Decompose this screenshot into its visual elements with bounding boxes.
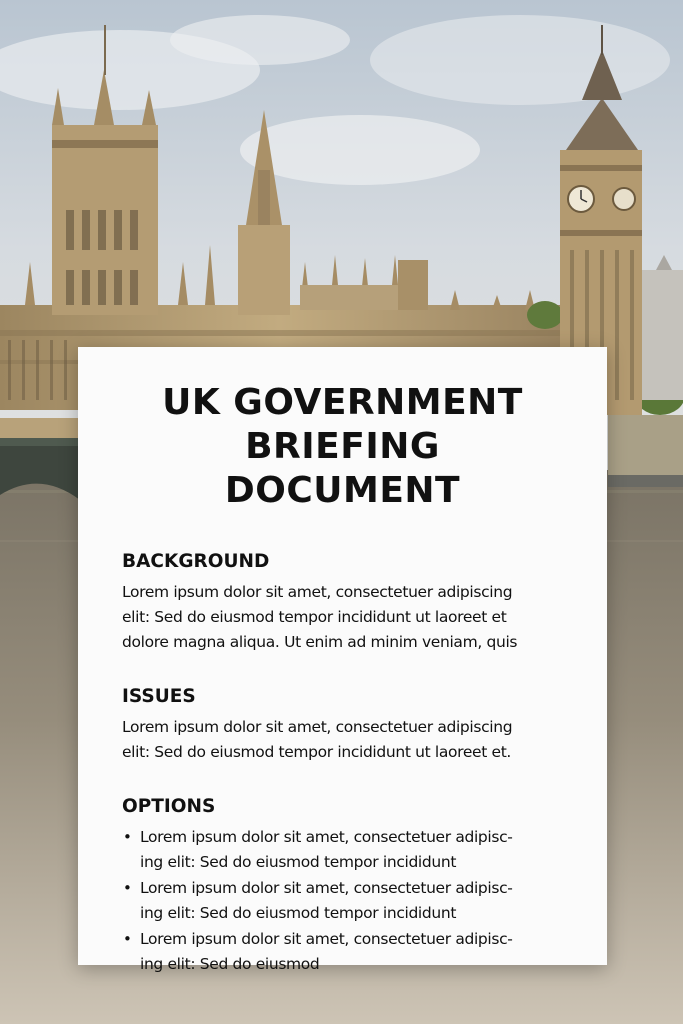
title-line-1: UK GOVERNMENT [162,382,523,423]
section-options [122,795,563,977]
section-background [122,550,563,655]
issues-line: Lorem ipsum dolor sit amet, consectetuer adipiscing [122,718,513,736]
background-paragraph [122,580,563,655]
list-item-line: Lorem ipsum dolor sit amet, consectetuer adipisc- [140,930,513,948]
title-line-2: BRIEFING DOCUMENT [224,426,461,511]
background-line: Lorem ipsum dolor sit amet, consectetuer adipiscing [122,583,513,601]
list-item-line: ing elit: Sed do eiusmod tempor incididunt [140,853,457,871]
briefing-document-card [78,347,607,973]
list-item-line: Lorem ipsum dolor sit amet, consectetuer adipisc- [140,879,513,897]
issues-paragraph [122,715,563,765]
list-item [122,825,563,875]
list-item [122,876,563,926]
section-issues [122,685,563,765]
document-title [122,381,563,513]
list-item-line: ing elit: Sed do eiusmod [140,955,320,973]
background-heading: BACKGROUND [122,551,270,572]
bullet-icon: • [123,828,132,846]
bullet-icon: • [123,930,132,948]
options-heading: OPTIONS [122,796,216,817]
issues-line: elit: Sed do eiusmod tempor incididunt ut laoreet et. [122,743,511,761]
list-item-line: ing elit: Sed do eiusmod tempor incididunt [140,904,457,922]
background-line: elit: Sed do eiusmod tempor incididunt ut laoreet et [122,608,507,626]
bullet-icon: • [123,879,132,897]
list-item [122,927,563,977]
issues-heading: ISSUES [122,686,196,707]
background-line: dolore magna aliqua. Ut enim ad minim veniam, quis [122,633,518,651]
options-list [122,825,563,977]
list-item-line: Lorem ipsum dolor sit amet, consectetuer adipisc- [140,828,513,846]
